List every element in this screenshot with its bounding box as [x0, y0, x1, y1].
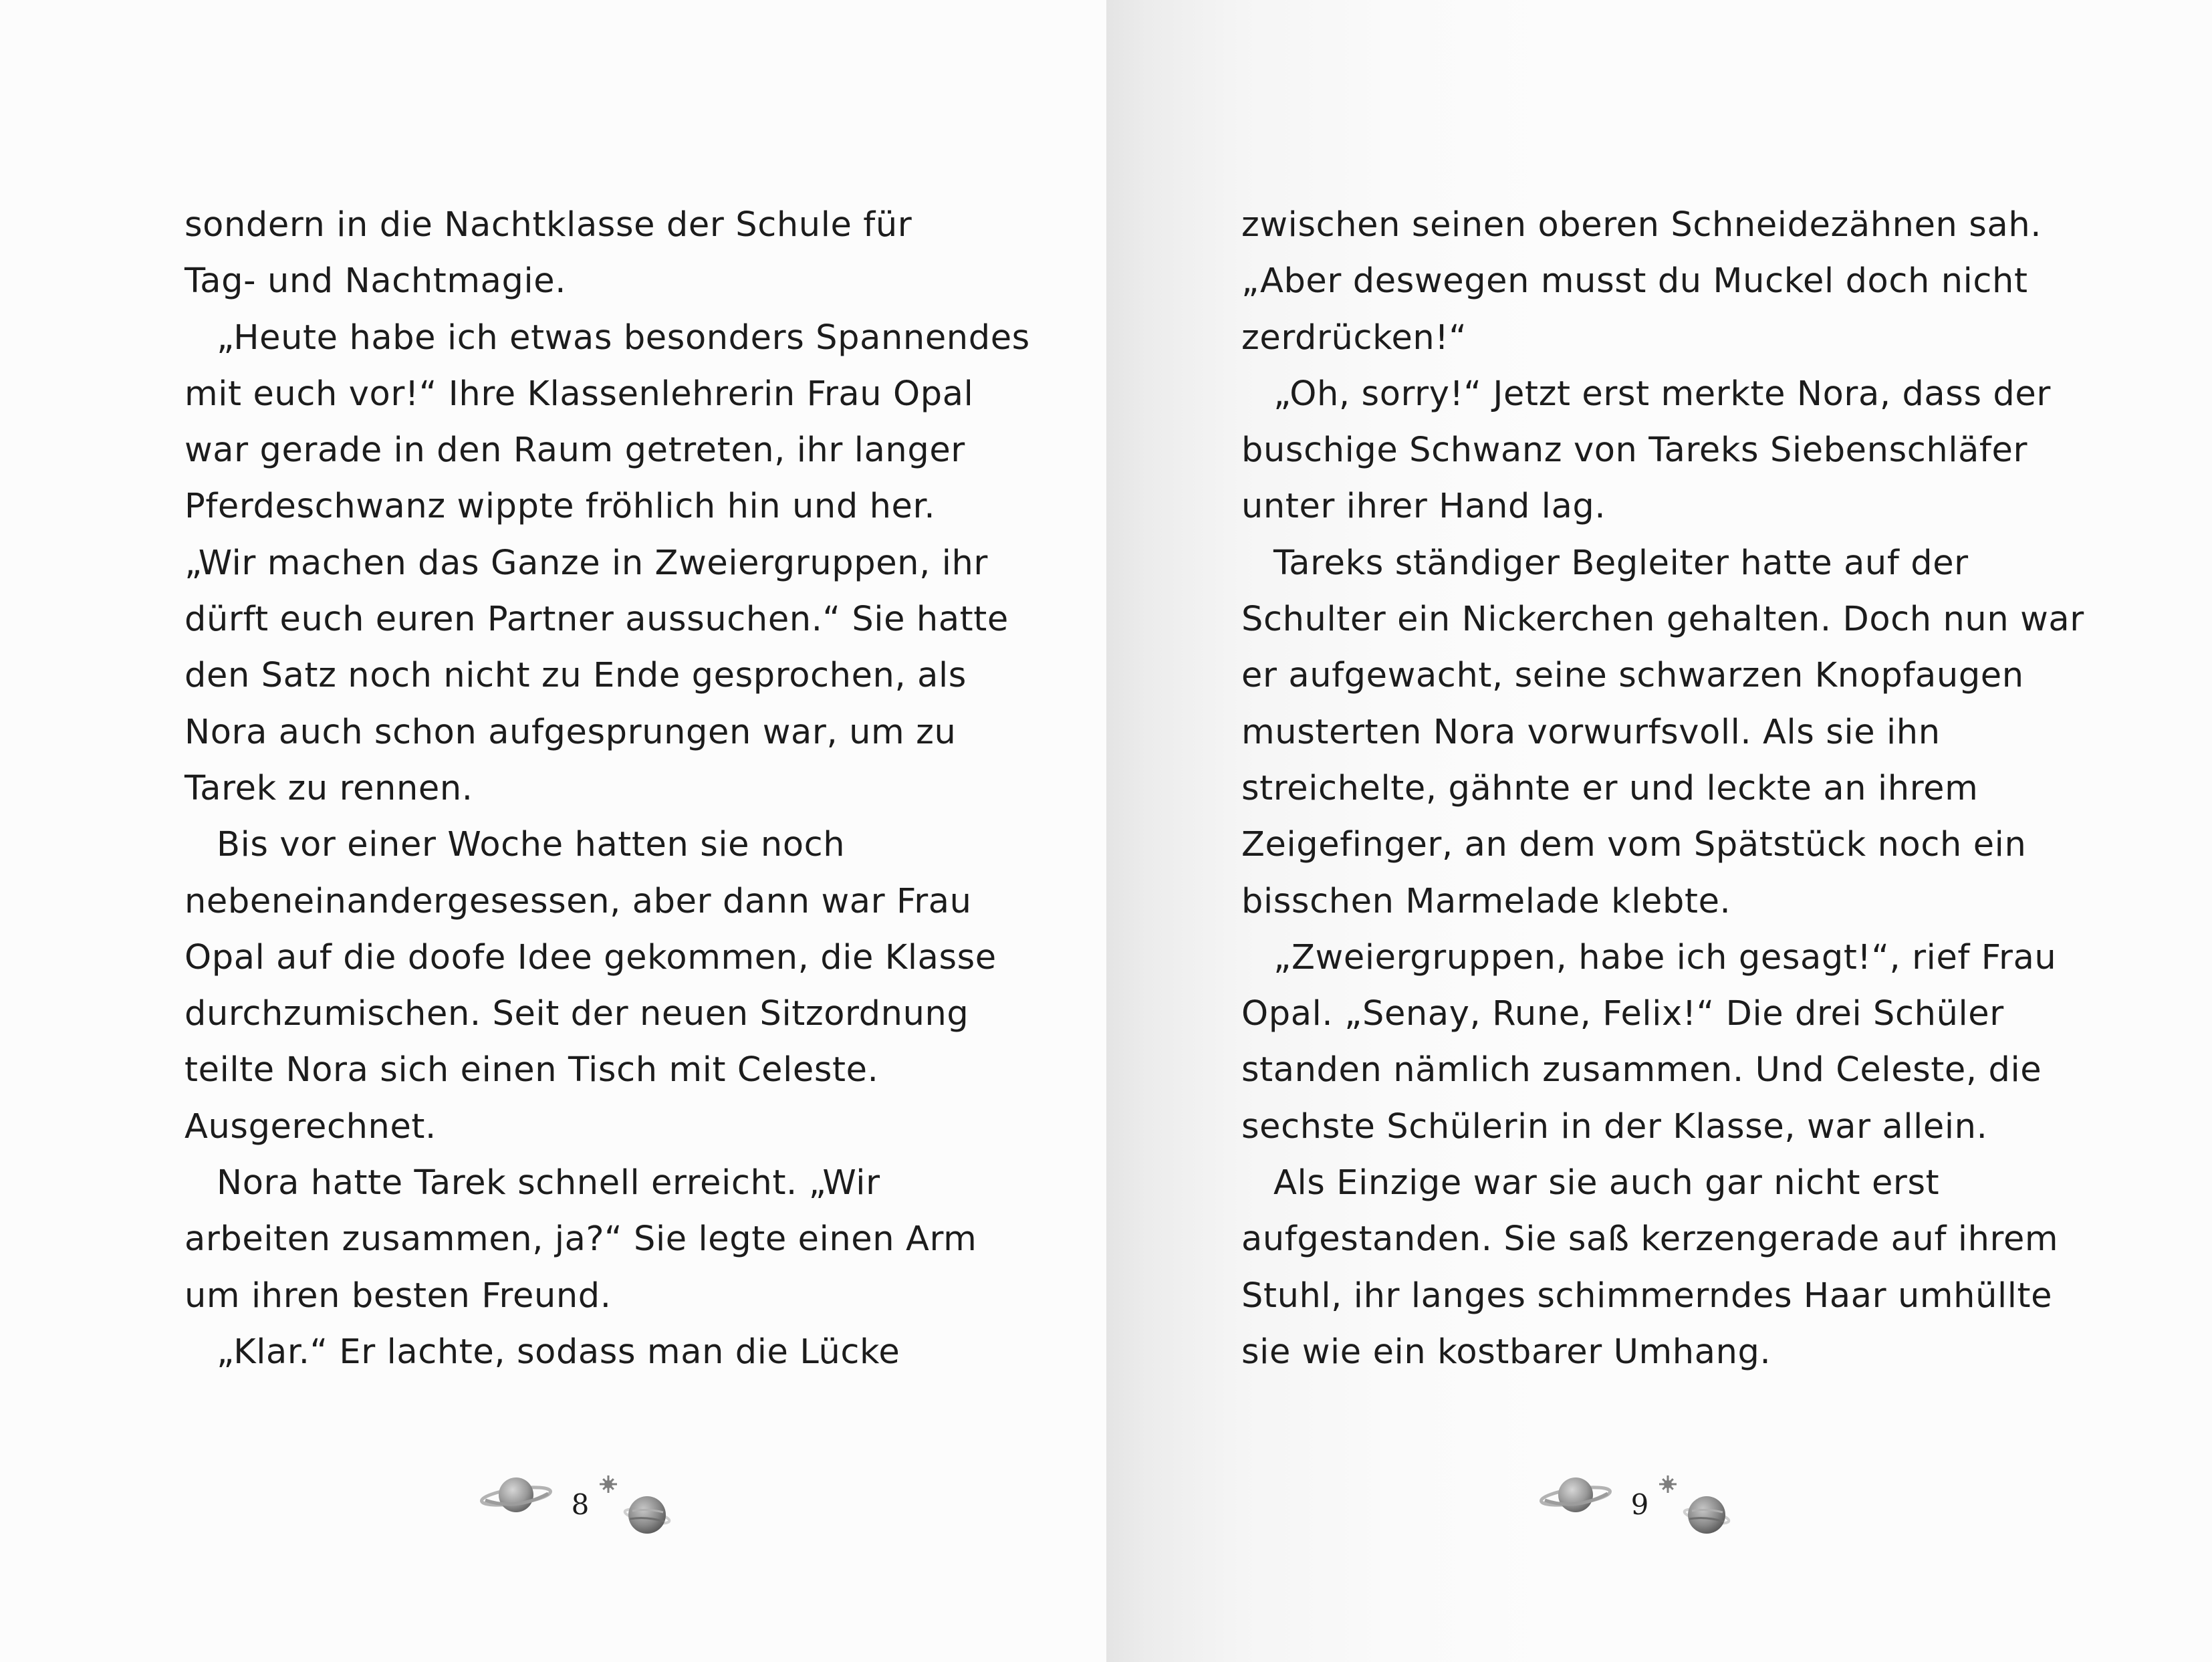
text-line: Opal auf die doofe Idee gekommen, die Klasse [185, 937, 997, 977]
page-number: 8 [571, 1488, 590, 1521]
text-line: Nora auch schon aufgesprungen war, um zu [185, 712, 957, 752]
text-line: war gerade in den Raum getreten, ihr langer [185, 431, 965, 471]
text-line: sie wie ein kostbarer Umhang. [1241, 1332, 1771, 1372]
text-line: durchzumischen. Seit der neuen Sitzordnung [185, 994, 969, 1034]
text-line: Ausgerechnet. [185, 1106, 437, 1147]
text-line: um ihren besten Freund. [185, 1276, 612, 1316]
text-line: musterten Nora vorwurfsvoll. Als sie ihn [1241, 712, 1941, 752]
text-line: aufgestanden. Sie saß kerzengerade auf ihrem [1241, 1219, 2059, 1260]
text-line: sechste Schülerin in der Klasse, war allein. [1241, 1106, 1988, 1147]
text-line: bisschen Marmelade klebte. [1241, 881, 1731, 921]
text-line: arbeiten zusammen, ja?“ Sie legte einen Arm [185, 1219, 977, 1260]
text-line: „Klar.“ Er lachte, sodass man die Lücke [217, 1332, 900, 1372]
text-line: streichelte, gähnte er und leckte an ihrem [1241, 768, 1979, 808]
text-line: Pferdeschwanz wippte fröhlich hin und her. [185, 487, 936, 527]
page-number: 9 [1630, 1488, 1649, 1521]
text-line: Tarek zu rennen. [185, 768, 473, 808]
text-line: dürft euch euren Partner aussuchen.“ Sie hatte [185, 600, 1009, 640]
text-line: zerdrücken!“ [1241, 318, 1467, 358]
page-number-ornament [1534, 1464, 1748, 1544]
text-line: „Wir machen das Ganze in Zweiergruppen, ihr [185, 543, 988, 583]
text-line: mit euch vor!“ Ihre Klassenlehrerin Frau Opal [185, 374, 974, 414]
text-line: Bis vor einer Woche hatten sie noch [217, 825, 846, 865]
text-line: Tareks ständiger Begleiter hatte auf der [1273, 543, 1969, 583]
text-line: Zeigefinger, an dem vom Spätstück noch ein [1241, 825, 2027, 865]
text-line: teilte Nora sich einen Tisch mit Celeste. [185, 1050, 879, 1090]
text-line: Als Einzige war sie auch gar nicht erst [1273, 1163, 1940, 1203]
text-line: den Satz noch nicht zu Ende gesprochen, als [185, 656, 967, 696]
text-line: „Heute habe ich etwas besonders Spannendes [217, 318, 1030, 358]
left-page-text [185, 197, 1030, 1381]
text-line: Tag- und Nachtmagie. [185, 261, 567, 302]
text-line: Opal. „Senay, Rune, Felix!“ Die drei Schüler [1241, 994, 2004, 1034]
text-line: buschige Schwanz von Tareks Siebenschläfer [1241, 431, 2028, 471]
text-line: „Aber deswegen musst du Muckel doch nicht [1241, 261, 2028, 302]
text-line: Schulter ein Nickerchen gehalten. Doch nun war [1241, 600, 2084, 640]
right-page-text [1241, 197, 2084, 1381]
text-line: standen nämlich zusammen. Und Celeste, die [1241, 1050, 2042, 1090]
text-line: er aufgewacht, seine schwarzen Knopfaugen [1241, 656, 2024, 696]
text-line: Nora hatte Tarek schnell erreicht. „Wir [217, 1163, 880, 1203]
text-line: zwischen seinen oberen Schneidezähnen sah. [1241, 205, 2042, 245]
text-line: „Zweiergruppen, habe ich gesagt!“, rief Frau [1273, 937, 2057, 977]
text-line: „Oh, sorry!“ Jetzt erst merkte Nora, dass der [1273, 374, 2051, 414]
text-line: nebeneinandergesessen, aber dann war Frau [185, 881, 972, 921]
text-line: Stuhl, ihr langes schimmerndes Haar umhüllte [1241, 1276, 2053, 1316]
page-number-ornament [475, 1464, 689, 1544]
text-line: sondern in die Nachtklasse der Schule für [185, 205, 912, 245]
text-line: unter ihrer Hand lag. [1241, 487, 1606, 527]
